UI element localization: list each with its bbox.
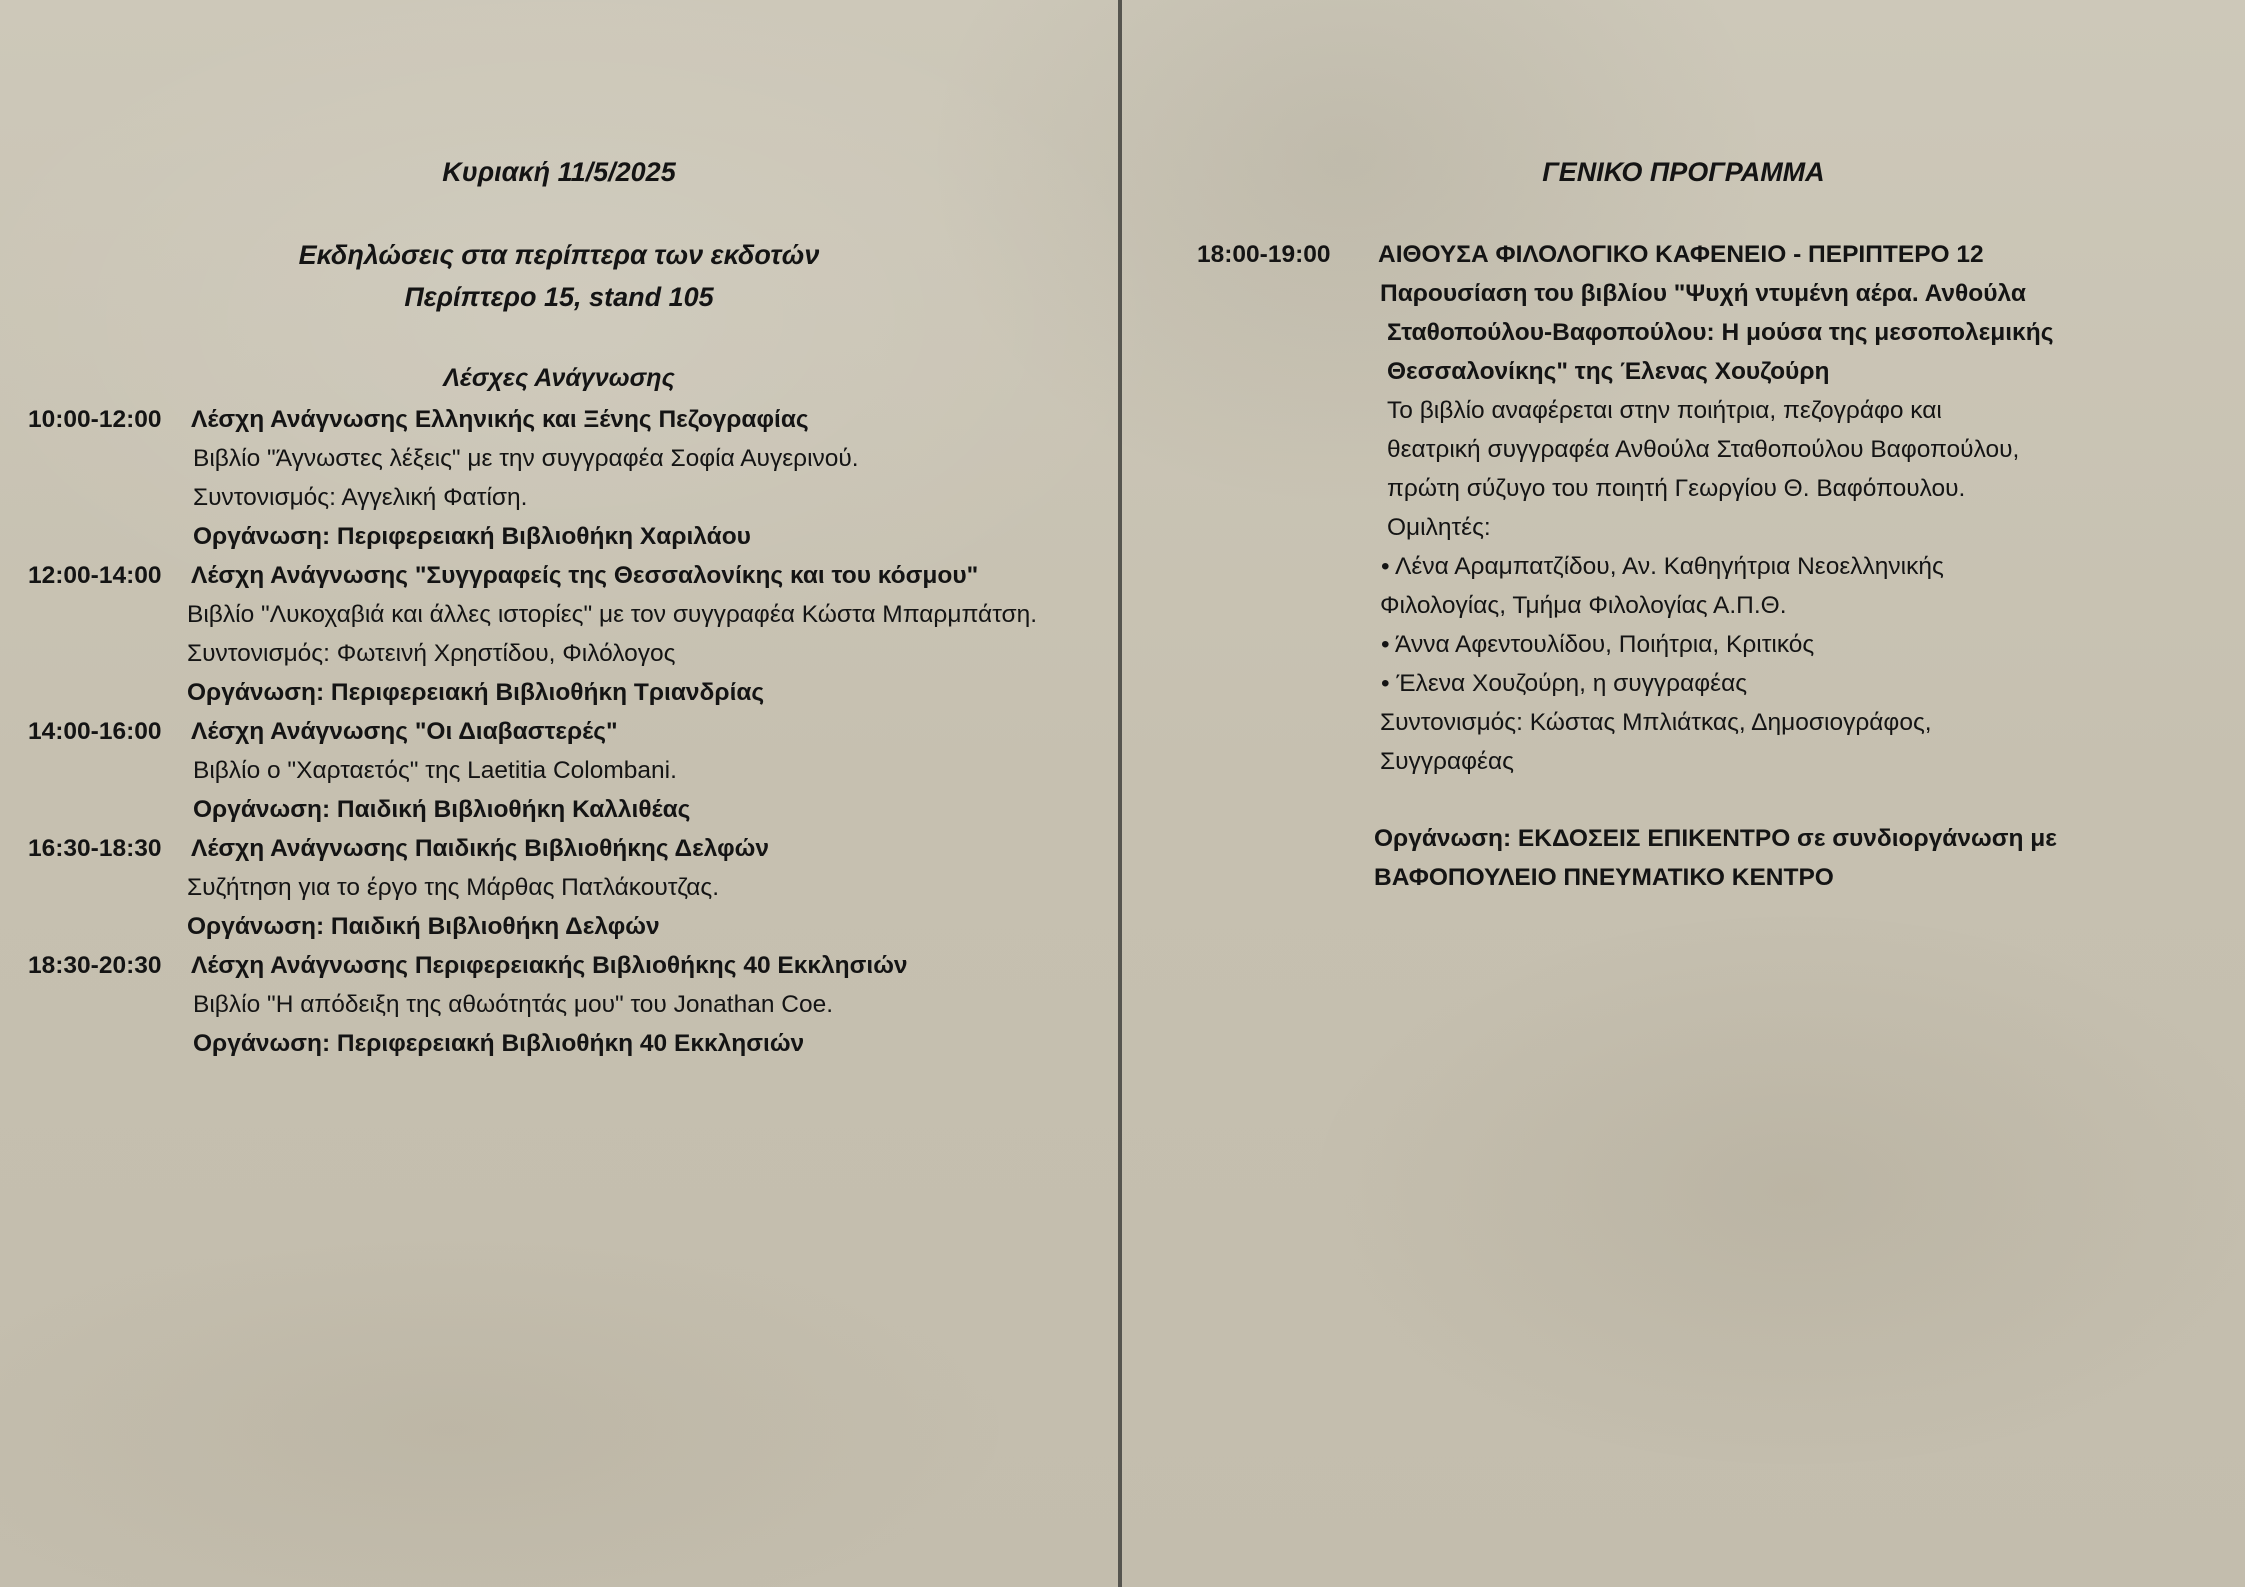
event-time: 18:30-20:30 (28, 952, 162, 979)
organization-line: Οργάνωση: ΕΚΔΟΣΕΙΣ ΕΠΙΚΕΝΤΡΟ σε συνδιοργάνωση με (1374, 825, 2057, 852)
left-page (0, 0, 1118, 1587)
event-time: 16:30-18:30 (28, 835, 162, 862)
date-title: Κυριακή 11/5/2025 (442, 157, 676, 187)
event-organizer: Οργάνωση: Περιφερειακή Βιβλιοθήκη Τριανδρίας (187, 679, 765, 706)
event-line: Συντονισμός: Αγγελική Φατίση. (193, 484, 528, 511)
speaker-line: • Άννα Αφεντουλίδου, Ποιήτρια, Κριτικός (1381, 631, 1815, 658)
moderation-line: Συντονισμός: Κώστας Μπλιάτκας, Δημοσιογράφος, (1380, 709, 1932, 736)
event-organizer: Οργάνωση: Περιφερειακή Βιβλιοθήκη Χαριλάου (193, 523, 751, 550)
organization-line: ΒΑΦΟΠΟΥΛΕΙΟ ΠΝΕΥΜΑΤΙΚΟ ΚΕΝΤΡΟ (1374, 864, 1834, 891)
event-line: Συζήτηση για το έργο της Μάρθας Πατλάκουτζας. (187, 874, 720, 901)
description-line: Το βιβλίο αναφέρεται στην ποιήτρια, πεζογράφο και (1387, 397, 1942, 424)
event-line: Βιβλίο "Λυκοχαβιά και άλλες ιστορίες" με τον συγγραφέα Κώστα Μπαρμπάτση. (187, 601, 1038, 628)
event-line: Βιβλίο "Η απόδειξη της αθωότητάς μου" του Jonathan Coe. (193, 991, 834, 1018)
description-line: θεατρική συγγραφέα Ανθούλα Σταθοπούλου Βαφοπούλου, (1387, 436, 2020, 463)
event-title: Λέσχη Ανάγνωσης Παιδικής Βιβλιοθήκης Δελφών (191, 835, 769, 862)
program-venue: ΑΙΘΟΥΣΑ ΦΙΛΟΛΟΓΙΚΟ ΚΑΦΕΝΕΙΟ - ΠΕΡΙΠΤΕΡΟ 12 (1378, 241, 1984, 268)
moderation-line: Συγγραφέας (1380, 748, 1514, 775)
speakers-label: Ομιλητές: (1387, 514, 1491, 541)
event-organizer: Οργάνωση: Περιφερειακή Βιβλιοθήκη 40 Εκκλησιών (193, 1030, 805, 1057)
presentation-line: Θεσσαλονίκης" της Έλενας Χουζούρη (1387, 358, 1830, 385)
right-page (1122, 0, 2245, 1587)
speaker-line: Φιλολογίας, Τμήμα Φιλολογίας Α.Π.Θ. (1380, 592, 1787, 619)
event-title: Λέσχη Ανάγνωσης Περιφερειακής Βιβλιοθήκης 40 Εκκλησιών (191, 952, 908, 979)
description-line: πρώτη σύζυγο του ποιητή Γεωργίου Θ. Βαφόπουλου. (1387, 475, 1966, 502)
presentation-line: Παρουσίαση του βιβλίου "Ψυχή ντυμένη αέρα. Ανθούλα (1380, 280, 2026, 307)
program-time: 18:00-19:00 (1197, 241, 1331, 268)
event-time: 10:00-12:00 (28, 406, 162, 433)
program-title: ΓΕΝΙΚΟ ΠΡΟΓΡΑΜΜΑ (1542, 157, 1825, 187)
location-title: Περίπτερο 15, stand 105 (404, 282, 714, 312)
event-organizer: Οργάνωση: Παιδική Βιβλιοθήκη Δελφών (187, 913, 660, 940)
event-organizer: Οργάνωση: Παιδική Βιβλιοθήκη Καλλιθέας (193, 796, 691, 823)
presentation-line: Σταθοπούλου-Βαφοπούλου: Η μούσα της μεσοπολεμικής (1387, 319, 2054, 346)
event-title: Λέσχη Ανάγνωσης "Οι Διαβαστερές" (191, 718, 618, 745)
event-line: Βιβλίο "Άγνωστες λέξεις" με την συγγραφέα Σοφία Αυγερινού. (193, 445, 859, 472)
event-time: 12:00-14:00 (28, 562, 162, 589)
event-line: Συντονισμός: Φωτεινή Χρηστίδου, Φιλόλογος (187, 640, 676, 667)
events-title: Εκδηλώσεις στα περίπτερα των εκδοτών (298, 240, 820, 270)
section-title: Λέσχες Ανάγνωσης (443, 364, 675, 392)
event-title: Λέσχη Ανάγνωσης Ελληνικής και Ξένης Πεζογραφίας (191, 406, 809, 433)
speaker-line: • Έλενα Χουζούρη, η συγγραφέας (1381, 670, 1748, 697)
event-title: Λέσχη Ανάγνωσης "Συγγραφείς της Θεσσαλονίκης και του κόσμου" (191, 562, 979, 589)
speaker-line: • Λένα Αραμπατζίδου, Αν. Καθηγήτρια Νεοελληνικής (1381, 553, 1944, 580)
event-time: 14:00-16:00 (28, 718, 162, 745)
event-line: Βιβλίο ο "Χαρταετός" της Laetitia Colombani. (193, 757, 677, 784)
